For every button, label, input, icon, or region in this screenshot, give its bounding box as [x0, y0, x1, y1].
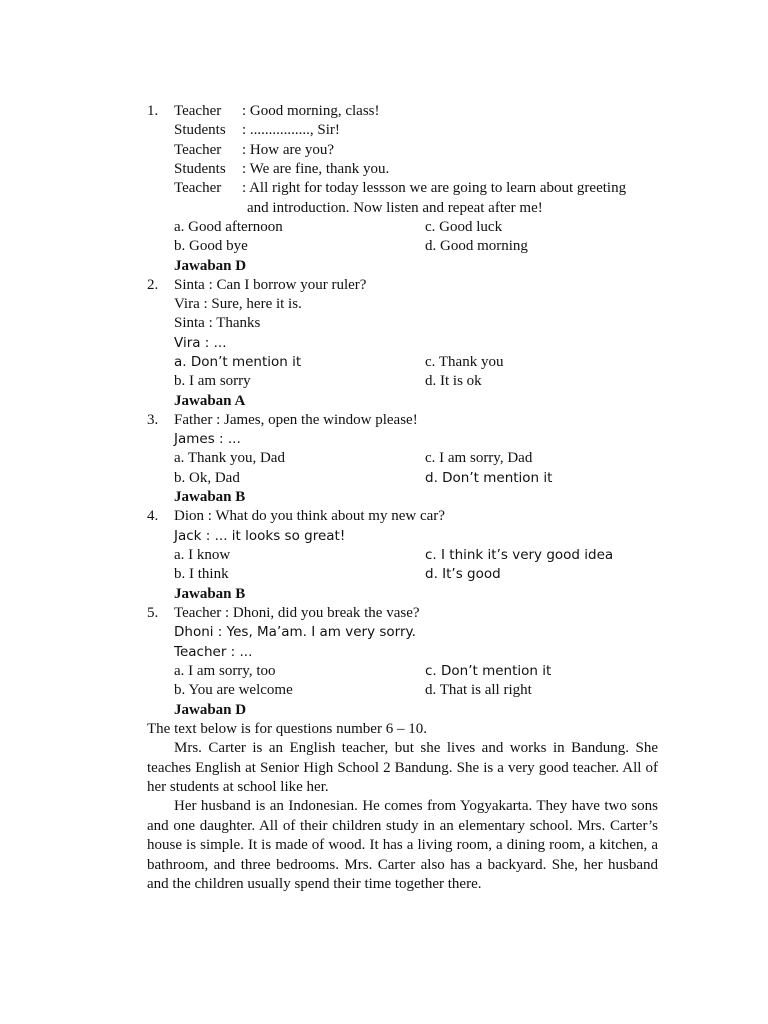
- q4-option-d: d. It’s good: [425, 566, 501, 582]
- q2-answer: Jawaban A: [174, 393, 246, 409]
- speaker: Students: [174, 122, 226, 138]
- q5-number: 5.: [147, 605, 159, 621]
- q2-number: 2.: [147, 277, 159, 293]
- q3-option-d: d. Don’t mention it: [425, 470, 553, 486]
- q1-dialogue-line: [174, 179, 626, 198]
- q2-option-d: d. It is ok: [425, 373, 482, 389]
- q5-line: Dhoni : Yes, Ma’am. I am very sorry.: [174, 624, 416, 640]
- utterance: : Good morning, class!: [242, 103, 380, 119]
- q4-option-c: c. I think it’s very good idea: [425, 547, 614, 563]
- utterance: : We are fine, thank you.: [242, 161, 390, 177]
- q5-option-b: b. You are welcome: [174, 682, 293, 698]
- q2-line: Sinta : Can I borrow your ruler?: [174, 277, 367, 293]
- q5-option-d: d. That is all right: [425, 682, 532, 698]
- utterance: : ................, Sir!: [242, 122, 340, 138]
- passage-paragraph-1: Mrs. Carter is an English teacher, but she lives and works in Bandung. She teaches English at Senior High School 2 Bandung. She is a very good teacher. All of her students at school like her.: [147, 740, 658, 796]
- q3-line: Father : James, open the window please!: [174, 412, 418, 428]
- q4-option-b: b. I think: [174, 566, 229, 582]
- q2-option-c: c. Thank you: [425, 354, 504, 370]
- q3-answer: Jawaban B: [174, 489, 246, 505]
- q3-option-b: b. Ok, Dad: [174, 470, 240, 486]
- q5-option-a: a. I am sorry, too: [174, 663, 276, 679]
- utterance: : How are you?: [242, 142, 335, 158]
- q2-option-a: a. Don’t mention it: [174, 354, 302, 370]
- q2-option-b: b. I am sorry: [174, 373, 251, 389]
- speaker: Teacher: [174, 142, 222, 158]
- q5-answer: Jawaban D: [174, 702, 247, 718]
- q1-dialogue-line: [174, 102, 379, 121]
- q5-line: Teacher : Dhoni, did you break the vase?: [174, 605, 420, 621]
- speaker: Teacher: [174, 180, 222, 196]
- q1-number: 1.: [147, 103, 159, 119]
- q2-line: Vira : Sure, here it is.: [174, 296, 302, 312]
- q3-line: James : ...: [174, 431, 241, 447]
- q1-option-d: d. Good morning: [425, 238, 528, 254]
- q5-option-c: c. Don’t mention it: [425, 663, 552, 679]
- passage-intro: The text below is for questions number 6 – 10.: [147, 721, 427, 737]
- q2-line: Sinta : Thanks: [174, 315, 261, 331]
- q3-number: 3.: [147, 412, 159, 428]
- q4-answer: Jawaban B: [174, 586, 246, 602]
- q1-dialogue-line: [174, 160, 389, 179]
- q4-option-a: a. I know: [174, 547, 231, 563]
- q1-option-a: a. Good afternoon: [174, 219, 283, 235]
- utterance: : All right for today lessson we are going to learn about greeting: [242, 180, 627, 196]
- q3-option-c: c. I am sorry, Dad: [425, 450, 533, 466]
- q4-line: Jack : ... it looks so great!: [174, 528, 346, 544]
- speaker: Students: [174, 161, 226, 177]
- q1-dialogue-line: [174, 141, 334, 160]
- q3-option-a: a. Thank you, Dad: [174, 450, 285, 466]
- q2-line: Vira : ...: [174, 335, 227, 351]
- speaker: Teacher: [174, 103, 222, 119]
- q1-dialogue-continuation: and introduction. Now listen and repeat after me!: [247, 200, 543, 216]
- q4-number: 4.: [147, 508, 159, 524]
- q1-answer: Jawaban D: [174, 258, 247, 274]
- passage-paragraph-2: Her husband is an Indonesian. He comes from Yogyakarta. They have two sons and one daughter. All of their children study in an elementary school. Mrs. Carter’s house is simple. It is made of wood. It has a living room, a dining room, a kitchen, a bathroom, and three bedrooms. Mrs. Carter also has a backyard. She, her husband and the children usually spend their time together there.: [147, 798, 658, 893]
- q4-line: Dion : What do you think about my new car?: [174, 508, 445, 524]
- q5-line: Teacher : ...: [174, 644, 253, 660]
- q1-option-b: b. Good bye: [174, 238, 248, 254]
- q1-dialogue-line: [174, 121, 340, 140]
- q1-option-c: c. Good luck: [425, 219, 503, 235]
